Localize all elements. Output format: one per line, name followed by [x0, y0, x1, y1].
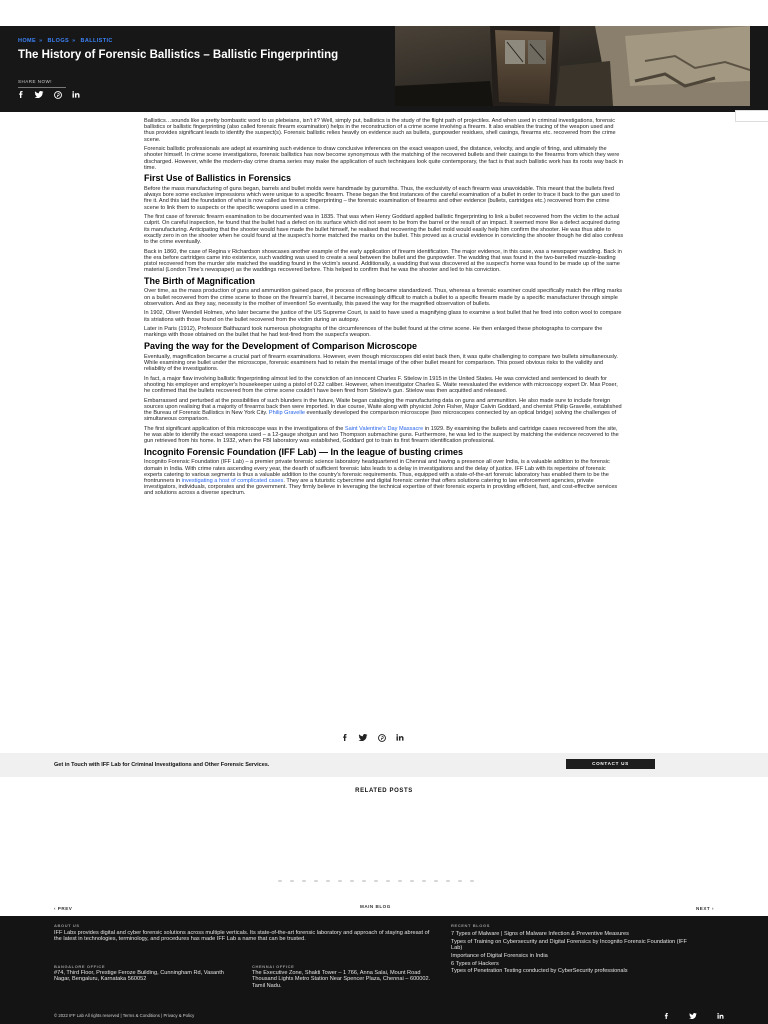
- related-posts-carousel-dots: [278, 880, 474, 882]
- top-bar: [0, 0, 768, 26]
- paragraph: In 1902, Oliver Wendell Holmes, who later became the justice of the US Supreme Court, is said to have used a magnifying glass to examine a test bullet that he fired into cotton wool to compare its striations with those found on the bullet recovered from the victim during an autopsy.: [144, 310, 622, 323]
- carousel-dot[interactable]: [410, 880, 414, 882]
- share-divider: [18, 87, 66, 88]
- about-text: IFF Labs provides digital and cyber forensic solutions across multiple verticals. Its state-of-the-art forensic laboratory and approach of staying abreast of the latest in technologies, terminology, and procedures has made IFF Lab a name that can be trusted.: [54, 930, 430, 943]
- carousel-dot[interactable]: [434, 880, 438, 882]
- pinterest-icon[interactable]: [378, 734, 386, 742]
- recent-blog-link[interactable]: 6 Types of Hackers: [451, 960, 499, 967]
- paragraph: Ballistics…sounds like a pretty bombastic word to us plebeians, isn't it? Well, simply put, ballistics is the study of the flight path of projectiles. And when used in criminal investigations, forensic ballistics or ballistic fingerprinting (also called forensic firearm examination) helps in the reconstruction of a crime scene involving a firearm. It also enables the tracing of the weapon used and thus provides significant leads to identify the suspect(s). Forensic ballistic relies heavily on evidence such as bullets, gunpowder residues, shell casings, firearms etc. recovered from the crime scene.: [144, 118, 616, 143]
- recent-blogs-list: [451, 931, 696, 976]
- massacre-link[interactable]: Saint Valentine's Day Massacre: [344, 425, 424, 432]
- section-heading: Incognito Forensic Foundation (IFF Lab) — In the league of busting crimes: [144, 446, 464, 457]
- carousel-dot[interactable]: [422, 880, 426, 882]
- carousel-dot[interactable]: [338, 880, 342, 882]
- recent-blog-link[interactable]: Types of Penetration Testing conducted by CyberSecurity professionals: [451, 968, 628, 975]
- article-share-icons: [342, 734, 404, 742]
- linkedin-icon[interactable]: [717, 1013, 724, 1019]
- twitter-icon[interactable]: [34, 91, 44, 98]
- hero-image: [395, 26, 750, 106]
- paragraph: Back in 1860, the case of Regina v Richardson showcases another example of the early application of firearm identification. The major evidence, in this case, was a newspaper wadding. Back in the era before cartridges came into existence, such wadding was used to create a seal between the bullet and the gunpowder. The wadding that was found in the two-barrelled muzzle-loading pistol recovered from the murder site matched the wadding found in the victim's wound. Additionally, a wadding that was discovered at the suspect's home was found to be made up of the same material (London Time's newspaper) as the waddings recovered before. This helped to confirm that he was the shooter and led to his conviction.: [144, 248, 622, 274]
- philip-gravelle-link[interactable]: Philip Gravelle: [268, 410, 305, 416]
- post-navigation: [54, 904, 714, 914]
- chennai-office-address: The Executive Zone, Shakti Tower – 1 766, Anna Salai, Mount Road Thousand Lights Metro Station Near Spencer Plaza, Chennai – 600002. Tamil Nadu.: [252, 970, 431, 989]
- twitter-icon[interactable]: [358, 734, 368, 741]
- facebook-icon[interactable]: [664, 1013, 669, 1019]
- linkedin-icon[interactable]: [72, 91, 80, 98]
- paragraph: Forensic ballistic professionals are adept at examining such evidence to draw conclusive inferences on the exact weapon used, the distance, velocity, and angle of firing, and ultimately the shooter himself. In crime scene investigations, forensic ballistics has now become synonymous with the matching of the recovered bullets and their casings to the firearms from which they were discharged. However, while the modern-day crime drama series may make the application of such techniques look quite contemporary, the fact is that such ballistic work has its roots way back in time.: [144, 146, 624, 171]
- carousel-dot[interactable]: [290, 880, 294, 882]
- next-post-link[interactable]: NEXT ›: [695, 906, 714, 911]
- carousel-dot[interactable]: [386, 880, 390, 882]
- breadcrumb-blogs[interactable]: BLOGS: [47, 38, 70, 44]
- recent-blog-link[interactable]: Importance of Digital Forensics in India: [451, 952, 548, 959]
- facebook-icon[interactable]: [342, 734, 348, 741]
- page-title: The History of Forensic Ballistics – Ballistic Fingerprinting: [18, 49, 339, 61]
- carousel-dot[interactable]: [446, 880, 450, 882]
- breadcrumb-home[interactable]: HOME: [18, 38, 37, 44]
- paragraph: Over time, as the mass production of guns and ammunition gained pace, the process of rifling became standardized. Thus, whereas a forensic examiner could specifically match the rifling marks on a bullet recovered from the crime scene to those on the firearm's barrel, it became increasingly difficult to match a bullet to a specific firearm made by a specific manufacturer through simple observation. And as they say, necessity is the mother of invention! So eventually, this paved the way for the magnified observation of bullets.: [144, 288, 623, 307]
- breadcrumb-category[interactable]: BALLISTIC: [80, 38, 113, 44]
- paragraph: Before the mass manufacturing of guns began, barrels and bullet molds were handmade by gunsmiths. Thus, the exclusivity of each firearm was unavoidable. This meant that the bullets fired always bore some exclusive impressions which were unique to a specific firearm. These began the first instances of the careful examination of a bullet in order to trace it back to the gun used to fire it. And this laid the foundation of what is now called as forensic fingerprinting – the forensic examination of firearms and other evidence (bullets, cartridges etc.) recovered from the crime scene to link them to suspects or the specific weapons used in a crime.: [144, 186, 620, 211]
- paragraph: In fact, a major flaw involving ballistic fingerprinting almost led to the conviction of an innocent Charles F. Stielow in 1915 in the United States. He was convicted and sentenced to death for shooting his employer and employer's housekeeper using a pistol of 0.22 caliber. However, when investigator Charles E. Waite reevaluated the evidence with microscopy expert Dr. Max Poser, he confirmed that the bullets recovered from the crime scene couldn't have been fired from Stielow's gun. Stielow was then acquitted and released.: [144, 375, 618, 394]
- recent-blog-link[interactable]: Types of Training on Cybersecurity and Digital Forensics by Incognito Forensic Foundation (IFF Lab): [451, 938, 687, 951]
- hero-banner: [0, 26, 768, 112]
- complicated-cases-link[interactable]: investigating a host of complicated cases: [181, 478, 284, 484]
- carousel-dot[interactable]: [314, 880, 318, 882]
- carousel-dot[interactable]: [362, 880, 366, 882]
- related-posts-heading: RELATED POSTS: [355, 788, 413, 794]
- breadcrumb: HOME » BLOGS » BALLISTIC: [18, 38, 113, 44]
- carousel-dot[interactable]: [374, 880, 378, 882]
- contact-banner: [0, 753, 768, 777]
- pinterest-icon[interactable]: [54, 91, 62, 99]
- twitter-icon[interactable]: [689, 1013, 697, 1019]
- carousel-dot[interactable]: [326, 880, 330, 882]
- chennai-office-heading: CHENNAI OFFICE: [252, 964, 295, 969]
- facebook-icon[interactable]: [18, 91, 24, 98]
- carousel-dot[interactable]: [302, 880, 306, 882]
- carousel-dot[interactable]: [458, 880, 462, 882]
- paragraph: Incognito Forensic Foundation (IFF Lab) – a premier private forensic science laboratory headquartered in Chennai and having a presence all over India, is a valuable addition to the forensic domain in India. With crime rates ascending every year, the dearth of sufficient forensic labs leads to a delay in investigations and the delay of justice. IFF Lab with its repertoire of forensic experts catering to various segments is thus a valuable addition to the country's forensic requirements. Thus, equipped with a state-of-the-art forensic laboratory has enabled them to be the frontrunners in investigating a host of complicated cases. They are a futuristic cybercrime and digital forensic center that offers solutions catering to law enforcement agencies, private investigators, individuals, corporates and the government. They firmly believe in leveraging the technical expertise of their forensic experts in providing efficient, fast, and cost-effective services and solutions across a diverse spectrum.: [144, 459, 618, 497]
- contact-banner-text: Get in Touch with IFF Lab for Criminal Investigations and Other Forensic Services.: [54, 762, 270, 768]
- contact-us-button[interactable]: CONTACT US: [566, 759, 655, 769]
- paragraph: Later in Paris (1912), Professor Balthazard took numerous photographs of the circumferences of the bullet found at the crime scene. He then enlarged these photographs to compare the markings with those obtained on the bullet that he had test-fired from the suspect's weapon.: [144, 326, 603, 339]
- prev-post-link[interactable]: ‹ PREV: [54, 906, 73, 911]
- linkedin-icon[interactable]: [396, 734, 404, 741]
- paragraph: The first significant application of this microscope was in the investigations of the Saint Valentine's Day Massacre in 1929. By examining the bullets and cartridge cases recovered from the site, he was able to identify the exact weapons used – a 12-gauge shotgun and two Thompson submachine guns. Furthermore, he was led to the suspect by matching the evidence recovered to the gun retrieved from his home. In 1932, when the FBI laboratory was established, Goddard got to train its first firearm identification professional.: [144, 425, 619, 445]
- main-blog-link[interactable]: MAIN BLOG: [360, 904, 391, 909]
- recent-blog-link[interactable]: 7 Types of Malware | Signs of Malware Infection & Preventive Measures: [451, 931, 629, 937]
- carousel-dot[interactable]: [278, 880, 282, 882]
- copyright-text: © 2022 IFF Lab All rights reserved | Terms & Conditions | Privacy & Policy: [54, 1013, 195, 1018]
- carousel-dot[interactable]: [350, 880, 354, 882]
- paragraph: Embarrassed and perturbed at the possibilities of such blunders in the future, Waite began cataloging the manufacturing data on guns and ammunition. He also made sure to include foreign sources upon realising that a majority of firearms back then were imported. In due course, Waite along with physicist John Fisher, Major Calvin Goddard, and chemist Philip Gravelle, established the Bureau of Forensic Ballistics in New York City. Philip Gravelle eventually developed the comparison microscope (two microscopes connected by an optical bridge) solving the challenges of simultaneous comparison.: [144, 397, 622, 423]
- section-heading: First Use of Ballistics in Forensics: [144, 173, 292, 184]
- site-footer: [0, 916, 768, 1024]
- bangalore-office-heading: BANGALORE OFFICE: [54, 964, 106, 969]
- bangalore-office-address: #74, Third Floor, Prestige Feroze Building, Cunningham Rd, Vasanth Nagar, Bengaluru, Karnataka 560052: [54, 970, 224, 983]
- footer-social-icons: [664, 1013, 724, 1019]
- section-heading: The Birth of Magnification: [144, 275, 255, 286]
- share-label: SHARE NOW!: [18, 79, 53, 84]
- article-body: [144, 118, 624, 500]
- section-heading: Paving the way for the Development of Comparison Microscope: [144, 341, 418, 351]
- side-tab[interactable]: [735, 110, 768, 122]
- recent-blogs-heading: RECENT BLOGS: [451, 923, 490, 928]
- paragraph: Eventually, magnification became a crucial part of firearm examinations. However, even though microscopes did exist back then, it was quite challenging to compare two bullets simultaneously. While examining one bullet under the microscope, forensic examiners had to retain the mental image of the other bullet meant for comparison. This posed obvious risks to the validity and reliability of the investigations.: [144, 353, 618, 372]
- carousel-dot[interactable]: [398, 880, 402, 882]
- carousel-dot[interactable]: [470, 880, 474, 882]
- share-icons: [18, 91, 80, 99]
- about-heading: ABOUT US: [54, 923, 80, 928]
- paragraph: The first case of forensic firearm examination to be documented was in 1835. That was when Henry Goddard applied ballistic fingerprinting to link a bullet recovered from the victim to the actual culprit. On careful inspection, he found that the bullet had a defect on its surface which did not seem to be from the barrel or the result of an impact. It seemed more like a defect acquired during its manufacturing. Anticipating that the shooter would have made the bullet himself, he realised that recovering the bullet mold would easily help him confirm the shooter. He was thus able to exactly zero in on the shooter when he could found at the suspect's home matched the marks on the bullet. This proved as a crucial evidence in convicting the shooter though he did also confess to the crime eventually.: [144, 214, 624, 246]
